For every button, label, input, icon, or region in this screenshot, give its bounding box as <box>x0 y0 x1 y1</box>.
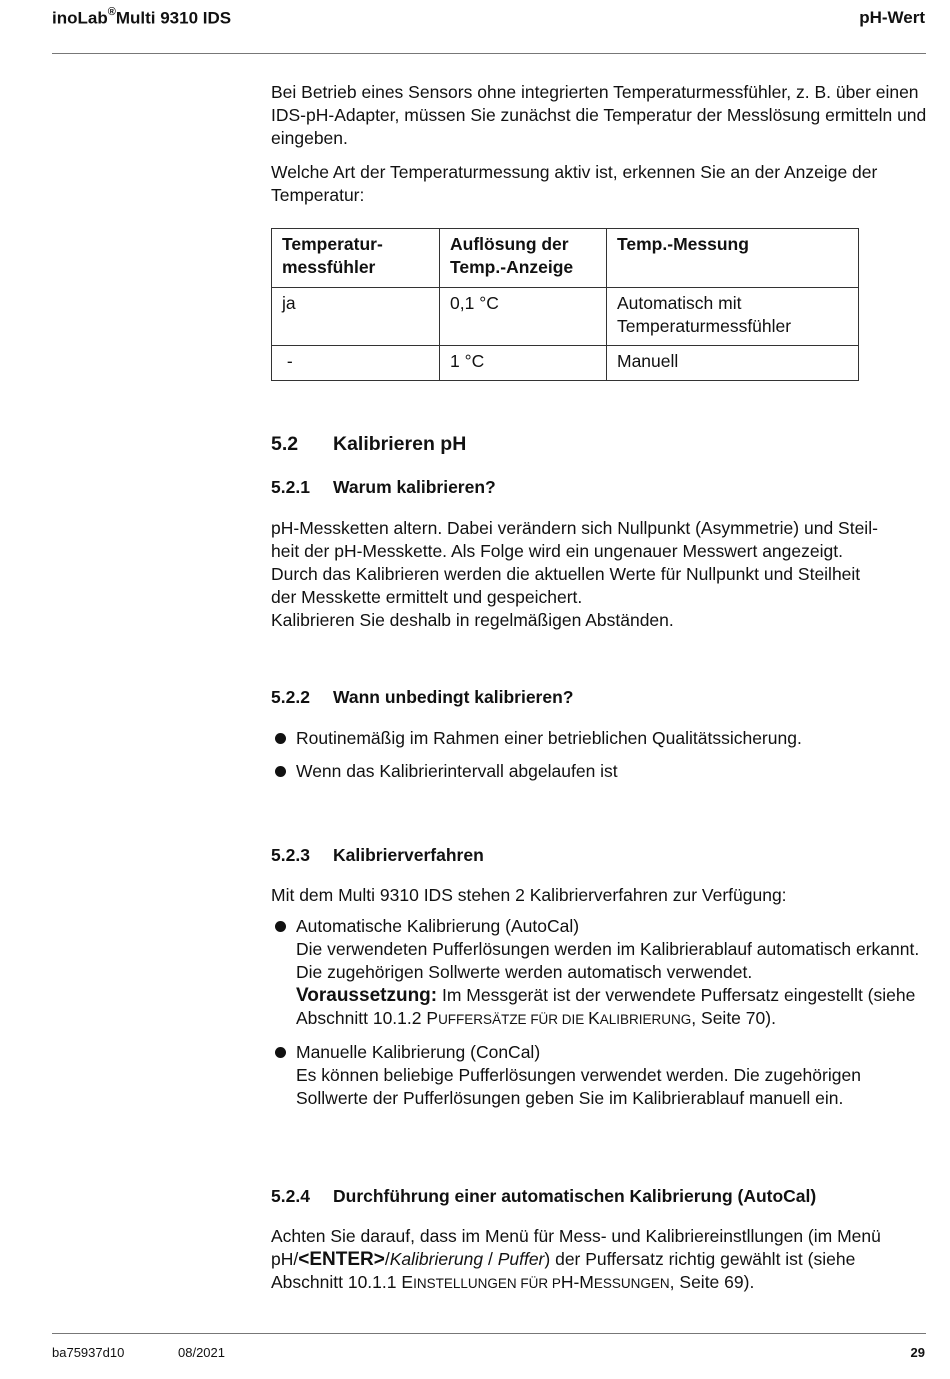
intro-paragraph-1: Bei Betrieb eines Sensors ohne integrierten Temperaturmessfühler, z. B. über einen IDS-pH-Adapter, müssen Sie zunächst die Temperatur der Messlösung ermitteln und eingeben. <box>271 82 927 148</box>
section-5-2-3-heading: 5.2.3 Kalibrierverfahren <box>271 845 484 865</box>
page-content <box>271 81 928 1295</box>
header-section: pH-Wert <box>859 8 925 27</box>
when-calibrate-list <box>271 727 928 783</box>
table-row <box>272 288 859 346</box>
table-row <box>272 346 859 381</box>
intro-paragraph-2: Welche Art der Temperaturmessung aktiv ist, erkennen Sie an der Anzeige der Temperatur: <box>271 162 878 205</box>
calibration-methods-list <box>271 915 928 1110</box>
footer-doc-id: ba75937d10 <box>52 1345 125 1360</box>
temperature-table <box>271 228 859 381</box>
list-item-concal: Manuelle Kalibrierung (ConCal) Es können beliebige Pufferlösungen verwendet werden. Die zugehörigen Sollwerte der Pufferlösungen geben Sie im Kalibrierablauf manuell ein. <box>271 1041 928 1110</box>
table-header-cell: Temperatur- messfühler <box>272 229 440 288</box>
bullet-icon <box>275 921 286 932</box>
section-5-2-1-heading: 5.2.1 Warum kalibrieren? <box>271 477 496 497</box>
table-header-cell: Auflösung der Temp.-Anzeige <box>440 229 607 288</box>
section-5-2-4-heading: 5.2.4 Durchführung einer automatischen Kalibrierung (AutoCal) <box>271 1186 817 1206</box>
list-item: Wenn das Kalibrierintervall abgelaufen ist <box>271 760 928 783</box>
table-header-row <box>272 229 859 288</box>
footer-date: 08/2021 <box>178 1345 225 1360</box>
list-item-autocal: Automatische Kalibrierung (AutoCal) Die verwendeten Pufferlösungen werden im Kalibrierablauf automatisch erkannt. Die zugehörigen Sollwerte werden automatisch verwendet. Voraussetzung: Im Messgerät ist der verwendete Puffersatz eingestellt (siehe Abschnitt 10.1.2 PUFFERSÄTZE FÜR DIE KALIBRIERUNG, Seite 70). <box>271 915 928 1031</box>
page-number: 29 <box>910 1345 925 1360</box>
section-5-2-2-heading: 5.2.2 Wann unbedingt kalibrieren? <box>271 687 574 707</box>
table-cell: Manuell <box>617 351 679 371</box>
footer-rule <box>52 1333 926 1334</box>
list-item: Routinemäßig im Rahmen einer betrieblichen Qualitätssicherung. <box>271 727 928 750</box>
section-5-2-heading: 5.2 Kalibrieren pH <box>271 433 467 455</box>
table-cell: 0,1 °C <box>440 288 607 346</box>
table-cell: 1 °C <box>440 346 607 381</box>
section-5-2-1-text: pH-Messketten altern. Dabei verändern sich Nullpunkt (Asymmetrie) und Steil- heit der pH-Messkette. Als Folge wird ein ungenauer Messwert angezeigt. Durch das Kalibrieren werden die aktuellen Werte für Nullpunkt und Steilheit der Messkette ermittelt und gespeichert. Kalibrieren Sie deshalb in regelmäßigen Abständen. <box>271 518 878 630</box>
header-rule <box>52 53 926 54</box>
section-5-2-3-intro: Mit dem Multi 9310 IDS stehen 2 Kalibrierverfahren zur Verfügung: <box>271 885 787 905</box>
bullet-icon <box>275 766 286 777</box>
registered-mark: ® <box>107 6 116 18</box>
table-cell: Automatisch mit Temperaturmessfühler <box>607 288 859 346</box>
bullet-icon <box>275 733 286 744</box>
table-header-cell: Temp.-Messung <box>607 229 859 288</box>
table-cell: ja <box>272 288 440 346</box>
table-cell: - <box>272 346 440 381</box>
bullet-icon <box>275 1047 286 1058</box>
section-5-2-4-text: Achten Sie darauf, dass im Menü für Mess- und Kalibriereinstllungen (im Menü pH/<ENTER>/Kalibrierung / Puffer) der Puffersatz richtig gewählt ist (siehe Abschnitt 10.1.1 EINSTELLUNGEN FÜR PH-MESSUNGEN, Seite 69). <box>271 1226 881 1292</box>
header-product: inoLab®Multi 9310 IDS <box>52 6 232 28</box>
